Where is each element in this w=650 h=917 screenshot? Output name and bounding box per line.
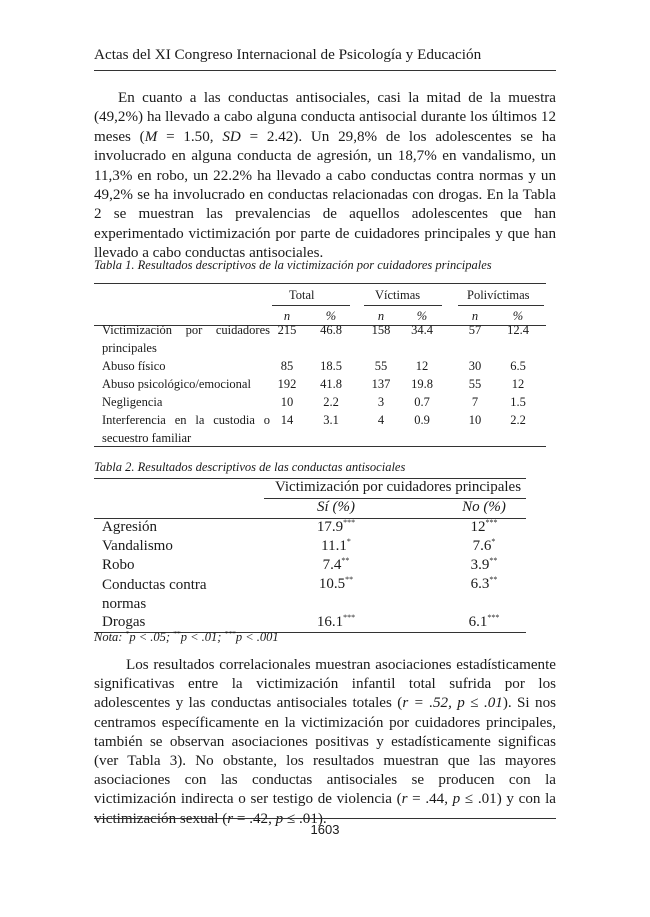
table2-value: 7.6 — [472, 538, 492, 554]
paragraph-correlational-results — [94, 656, 556, 829]
table1-cell: 14 — [280, 413, 294, 427]
significance-mark: ** — [345, 575, 354, 584]
table1-cell: 10 — [468, 413, 482, 427]
footer-rule — [94, 818, 556, 819]
table2-row-label: Agresión — [102, 519, 157, 535]
table2-value: 11.1 — [321, 538, 347, 554]
table1-subheader: n — [283, 309, 291, 323]
table1-cell: 137 — [371, 377, 391, 391]
table2-cell-si — [294, 614, 378, 631]
page-number: 1603 — [310, 822, 340, 837]
table2-cell-no — [442, 519, 526, 536]
table1-group-polivictimas: Polivíctimas — [467, 288, 530, 302]
table2-row-label: Drogas — [102, 614, 146, 630]
table2-cell-no — [442, 576, 526, 593]
table1-group-victimas: Víctimas — [375, 288, 421, 302]
significance-mark: *** — [343, 518, 356, 527]
correlation-stat: r = .52, p ≤ .01 — [402, 695, 503, 712]
table2-value: 16.1 — [316, 614, 344, 630]
table1-cell: 12.4 — [507, 323, 529, 337]
table2-cell-no — [442, 557, 526, 574]
table1-cell: 215 — [277, 323, 297, 337]
significance-mark: *** — [343, 613, 356, 622]
note-text: p < .001 — [235, 630, 279, 644]
table2-value: 6.3 — [470, 576, 490, 592]
table2-value: 6.1 — [468, 614, 488, 630]
paragraph2-text-c: = .44, — [407, 791, 453, 808]
table1-subheader: % — [512, 309, 524, 323]
table1-cell: 7 — [471, 395, 479, 409]
mean-symbol: M — [144, 128, 158, 145]
table1-cell: 30 — [468, 359, 482, 373]
table2-value: 17.9 — [316, 519, 344, 535]
p-symbol: p — [452, 791, 461, 808]
significance-mark: * — [125, 629, 130, 638]
table1-cell: 1.5 — [510, 395, 526, 409]
table2-row-label: Conductas contra normas — [102, 577, 207, 612]
significance-mark: *** — [485, 518, 498, 527]
table1-subheader: n — [377, 309, 385, 323]
table1-row-label: Negligencia — [102, 395, 163, 409]
table2-cell-si — [294, 538, 378, 555]
table2-note — [94, 630, 279, 645]
table1-cell: 18.5 — [320, 359, 342, 373]
paragraph2-text-b: ). Si nos centramos específicamente en la victimización por cuidadores principales, también se observan asociaciones positivas y estadísticamente significas (ver Tabla 3). No obstante, los resultados muestran que las mayores asociaciones con las conductas antisociales se producen con la victimización indirecta o ser testigo de violencia ( — [94, 695, 557, 808]
table1-cell: 55 — [468, 377, 482, 391]
paragraph1-text-b: = 1.50, — [157, 128, 223, 145]
table2-cell-si — [294, 576, 378, 593]
table1-cell: 12 — [511, 377, 525, 391]
note-label: Nota: — [94, 630, 123, 644]
table1-cell: 3.1 — [323, 413, 339, 427]
table2-cell-si — [294, 519, 378, 536]
table2-value: 12 — [470, 519, 486, 535]
paragraph2-text-f: ≤ .01). — [283, 810, 327, 827]
table1-caption: Tabla 1. Resultados descriptivos de la victimización por cuidadores principales — [94, 258, 492, 272]
table2-value: 10.5 — [318, 576, 346, 592]
table1-group-rule-total — [272, 305, 350, 306]
table1-group-rule-victimas — [364, 305, 442, 306]
header-rule — [94, 70, 556, 71]
table1-subheader: % — [416, 309, 428, 323]
table2-value: 7.4 — [322, 557, 342, 573]
table1-group-rule-polivictimas — [458, 305, 544, 306]
paragraph2-text-d: ≤ .01) y con la victimización sexual ( — [94, 791, 556, 827]
table2-subheader-no: No (%) — [462, 499, 506, 515]
table1-bottom-rule — [94, 446, 546, 447]
table1-cell: 2.2 — [323, 395, 339, 409]
table1-top-rule — [94, 283, 546, 284]
table1-row-label: Abuso físico — [102, 359, 166, 373]
r-symbol: r — [401, 791, 408, 808]
table1-subheader: % — [325, 309, 337, 323]
significance-mark: *** — [487, 613, 500, 622]
table1-row-label: Interferencia en la custodia o secuestro familiar — [102, 413, 270, 445]
table1-cell: 12 — [415, 359, 429, 373]
table2-cell-no — [442, 614, 526, 631]
table2-row-label: Vandalismo — [102, 538, 173, 554]
table1-cell: 41.8 — [320, 377, 342, 391]
paragraph1-text-a: En cuanto a las conductas antisociales, casi la mitad de la muestra (49,2%) ha llevado a cabo alguna conducta antisocial durante los últimos 12 meses ( — [94, 90, 556, 145]
note-text: p < .01; — [180, 630, 225, 644]
table1-cell: 46.8 — [320, 323, 342, 337]
r-symbol: r — [227, 810, 234, 827]
table1-row-label: Abuso psicológico/emocional — [102, 377, 251, 391]
table2-group-header: Victimización por cuidadores principales — [274, 479, 522, 495]
running-header: Actas del XI Congreso Internacional de Psicología y Educación — [94, 46, 482, 63]
paragraph2-text-a: Los resultados correlacionales muestran asociaciones estadísticamente significativas entre la victimización infantil total sufrida por los adolescentes y las conductas antisociales totales ( — [94, 657, 556, 712]
table2-cell-si — [294, 557, 378, 574]
table1-cell: 0.9 — [414, 413, 430, 427]
table1-cell: 6.5 — [510, 359, 526, 373]
table1-cell: 57 — [468, 323, 482, 337]
table1-subheader: n — [471, 309, 479, 323]
table2-cell-no — [442, 538, 526, 555]
table1-cell: 4 — [377, 413, 385, 427]
table1-cell: 3 — [377, 395, 385, 409]
table1-group-total: Total — [289, 288, 315, 302]
table2-row-label: Robo — [102, 557, 135, 573]
paragraph2-text-e: = .42, — [233, 810, 276, 827]
paragraph1-text-c: = 2.42). Un 29,8% de los adolescentes se ha involucrado en alguna conducta de agresión, un 18,7% en vandalismo, un 11,3% en robo, un 22.2% ha llevado a cabo conductas contra normas y un 49,2% se ha involucrado en conductas relacionadas con drogas. En la Tabla 2 se muestran las prevalencias de aquellos adolescentes que han experimentado victimización por parte de cuidadores principales y que han llevado a cabo conductas antisociales. — [94, 128, 556, 262]
table1-cell: 19.8 — [411, 377, 433, 391]
table1-cell: 158 — [371, 323, 391, 337]
note-text: p < .05; — [129, 630, 174, 644]
table1-cell: 10 — [280, 395, 294, 409]
table1-cell: 85 — [280, 359, 294, 373]
significance-mark: * — [346, 537, 351, 546]
table1-cell: 55 — [374, 359, 388, 373]
table1-row-label: Victimización por cuidadores principales — [102, 323, 270, 355]
table2-subheader-si: Sí (%) — [317, 499, 355, 515]
table1-cell: 2.2 — [510, 413, 526, 427]
table1-cell: 192 — [277, 377, 297, 391]
significance-mark: *** — [224, 629, 236, 638]
sd-symbol: SD — [222, 128, 241, 145]
significance-mark: ** — [341, 556, 350, 565]
significance-mark: ** — [489, 556, 498, 565]
table1-cell: 34.4 — [411, 323, 433, 337]
significance-mark: ** — [489, 575, 498, 584]
significance-mark: * — [491, 537, 496, 546]
significance-mark: ** — [173, 629, 181, 638]
paragraph-antisocial-prevalence — [94, 89, 556, 264]
table1-cell: 0.7 — [414, 395, 430, 409]
table2-caption: Tabla 2. Resultados descriptivos de las conductas antisociales — [94, 460, 406, 474]
p-symbol: p — [275, 810, 284, 827]
table2-value: 3.9 — [470, 557, 490, 573]
